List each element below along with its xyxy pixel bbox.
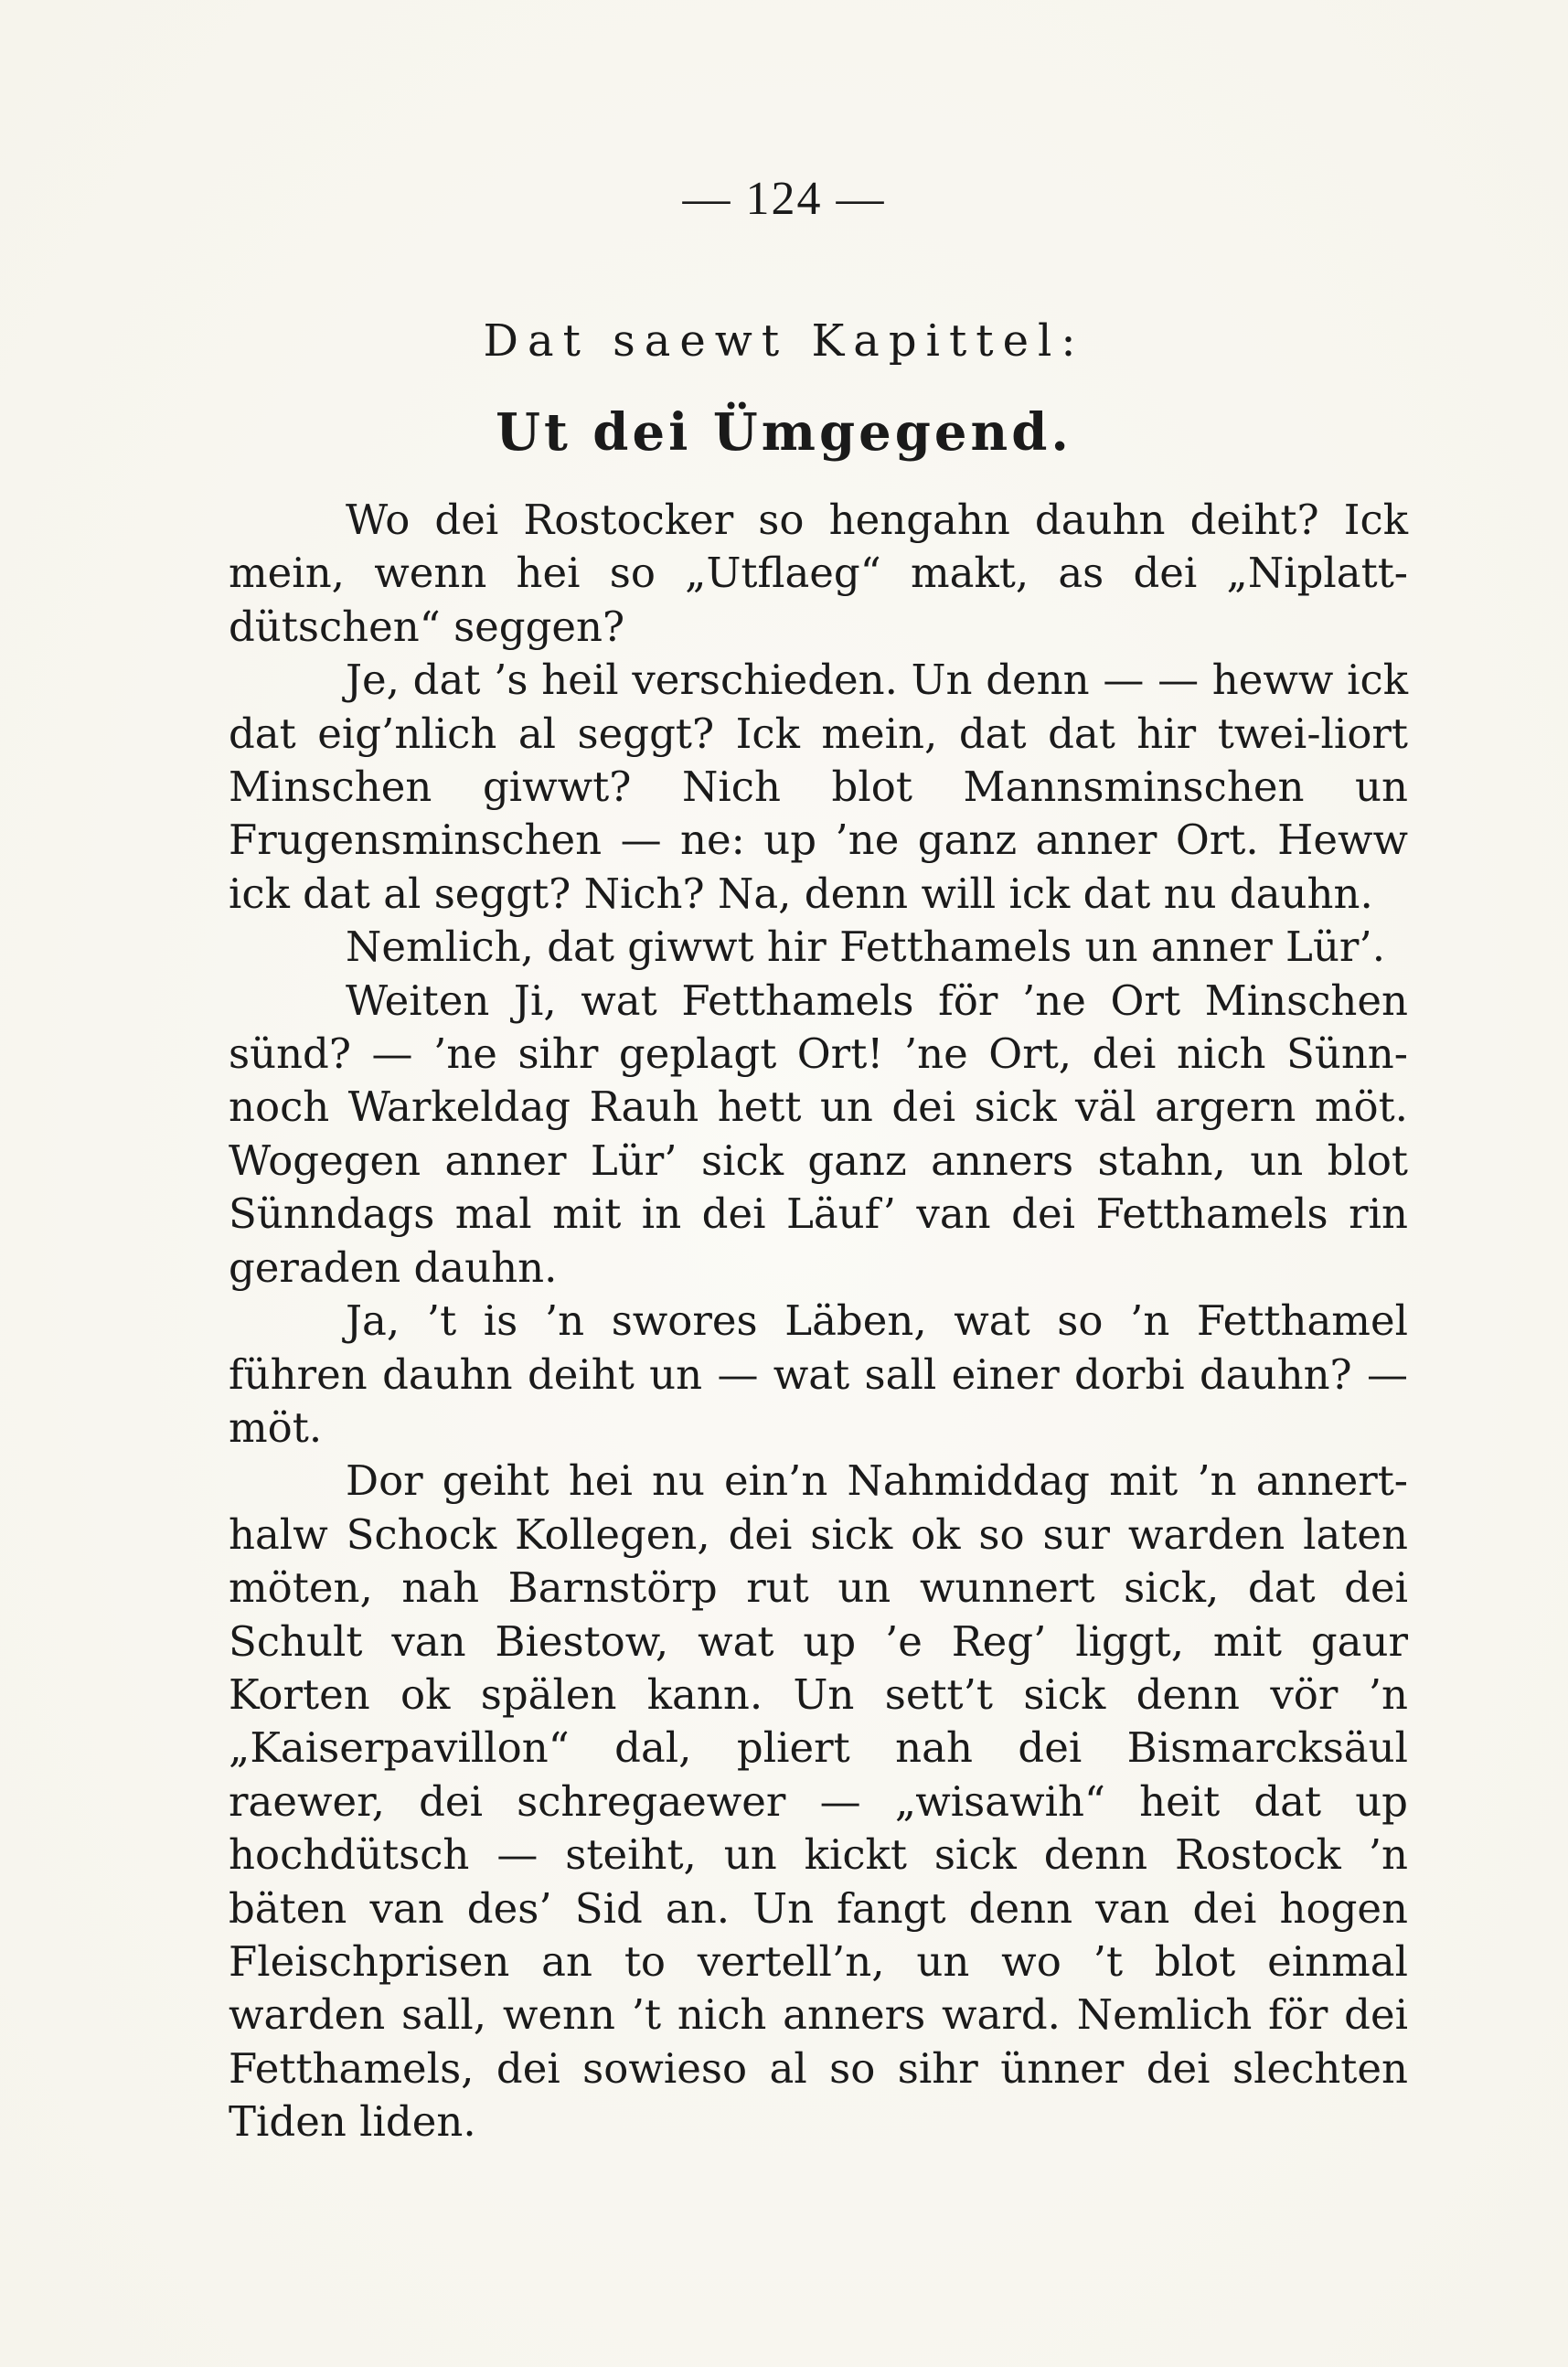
body-text xyxy=(229,494,1408,2149)
paragraph: Weiten Ji, wat Fetthamels för ’ne Ort Minschen sünd? — ’ne sihr geplagt Ort! ’ne Ort, dei nich Sünn-noch Warkeldag Rauh hett un dei sick väl argern möt. Wogegen anner Lür’ sick ganz anners stahn, un blot Sünndags mal mit in dei Läuf’ van dei Fetthamels rin geraden dauhn. xyxy=(229,976,1408,1292)
paragraph: Je, dat ’s heil verschieden. Un denn — — heww ick dat eig’nlich al seggt? Ick mein, dat dat hir twei-liort Minschen giwwt? Nich blot Mannsminschen un Frugensminschen — ne: up ’ne ganz anner Ort. Heww ick dat al seggt? Nich? Na, denn will ick dat nu dauhn. xyxy=(229,656,1408,918)
chapter-heading: Dat saewt Kapittel: xyxy=(483,315,1085,367)
paragraph: Nemlich, dat giwwt hir Fetthamels un anner Lür’. xyxy=(346,922,1386,972)
paragraph: Wo dei Rostocker so hengahn dauhn deiht? Ick mein, wenn hei so „Utflaeg“ makt, as dei „Niplatt-dütschen“ seggen? xyxy=(229,496,1408,651)
chapter-title: Ut dei Ümgegend. xyxy=(496,402,1072,463)
paragraph: Dor geiht hei nu ein’n Nahmiddag mit ’n annert-halw Schock Kollegen, dei sick ok so sur warden laten möten, nah Barnstörp rut un wunnert sick, dat dei Schult van Biestow, wat up ’e Reg’ liggt, mit gaur Korten ok spälen kann. Un sett’t sick denn vör ’n „Kaiserpavillon“ dal, pliert nah dei Bismarcksäul raewer, dei schregaewer — „wisawih“ heit dat up hochdütsch — steiht, un kickt sick denn Rostock ’n bäten van des’ Sid an. Un fangt denn van dei hogen Fleischprisen an to vertell’n, un wo ’t blot einmal warden sall, wenn ’t nich anners ward. Nemlich för dei Fetthamels, dei sowieso al so sihr ünner dei slechten Tiden liden. xyxy=(229,1456,1408,2147)
page-number: — 124 — xyxy=(682,173,886,225)
paragraph: Ja, ’t is ’n swores Läben, wat so ’n Fetthamel führen dauhn deiht un — wat sall einer dorbi dauhn? — möt. xyxy=(229,1296,1408,1452)
